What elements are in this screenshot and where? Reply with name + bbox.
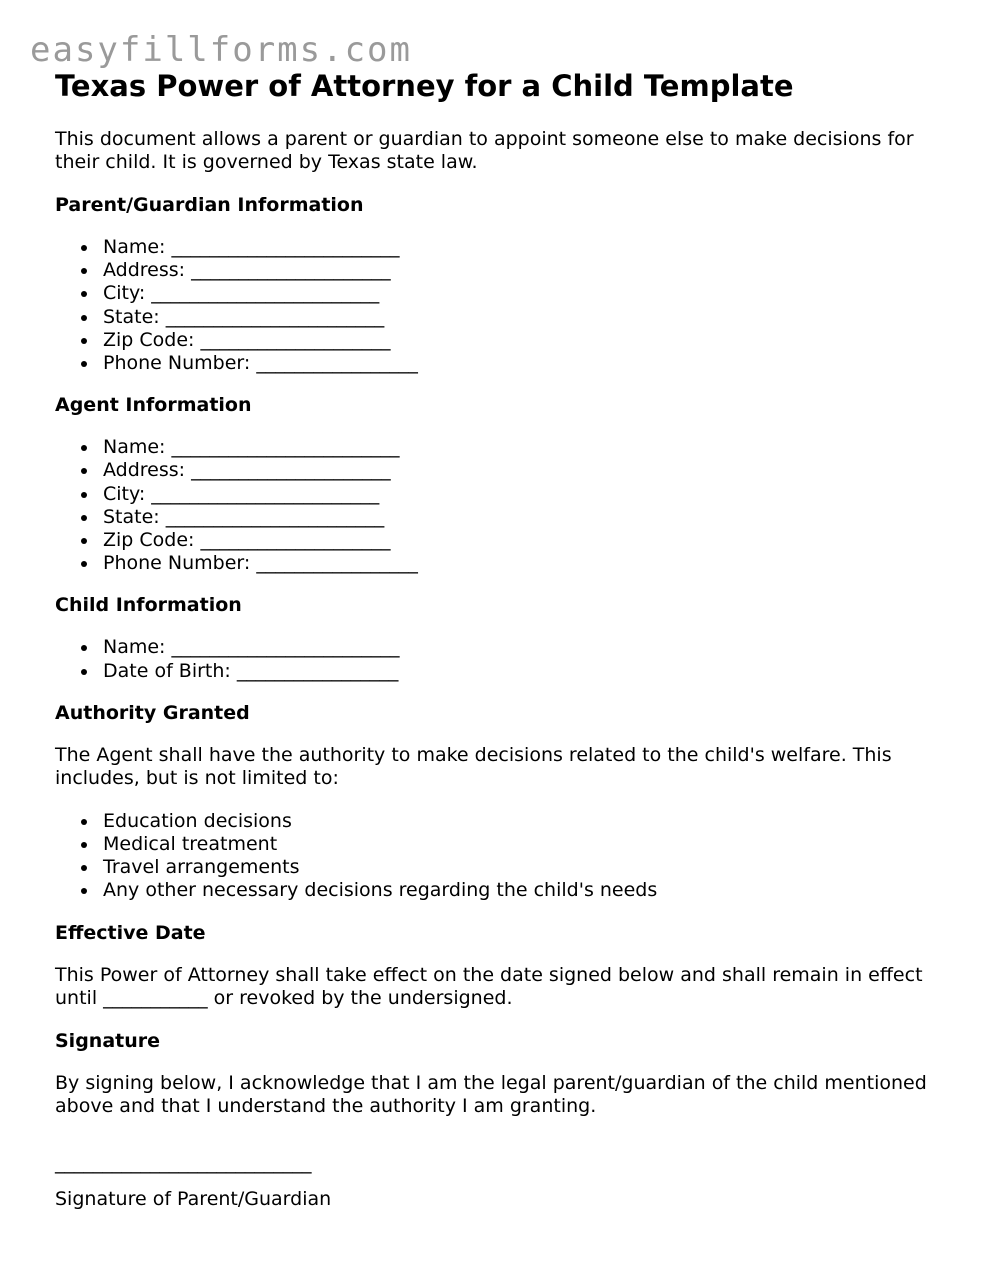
parent-city-field: City: ________________________ [103,282,955,305]
authority-item: Travel arrangements [103,856,955,879]
authority-heading: Authority Granted [55,701,250,724]
agent-city-field: City: ________________________ [103,483,955,506]
agent-state-field: State: _______________________ [103,506,955,529]
child-name-field: Name: ________________________ [103,636,955,659]
effective-date-heading: Effective Date [55,921,206,944]
document-title: Texas Power of Attorney for a Child Template [55,69,794,103]
authority-paragraph: The Agent shall have the authority to make decisions related to the child's welfare. This includes, but is not limited to: [55,743,892,789]
parent-guardian-heading: Parent/Guardian Information [55,194,364,216]
agent-fields [55,436,955,575]
parent-state-field: State: _______________________ [103,306,955,329]
parent-guardian-fields [55,236,955,375]
signature-line: ___________________________ [55,1151,312,1174]
watermark: easyfillforms.com [30,30,412,70]
signature-label: Signature of Parent/Guardian [55,1187,332,1210]
signature-paragraph: By signing below, I acknowledge that I am the legal parent/guardian of the child mentioned above and that I understand the authority I am granting. [55,1071,927,1117]
child-dob-field: Date of Birth: _________________ [103,660,955,683]
parent-address-field: Address: _____________________ [103,259,955,282]
agent-name-field: Name: ________________________ [103,436,955,459]
authority-list [55,810,955,903]
agent-phone-field: Phone Number: _________________ [103,552,955,575]
signature-heading: Signature [55,1029,161,1052]
parent-phone-field: Phone Number: _________________ [103,352,955,375]
document-body [55,66,955,1211]
parent-zip-field: Zip Code: ____________________ [103,329,955,352]
signature-block [55,1152,955,1211]
child-heading: Child Information [55,594,242,617]
authority-item: Medical treatment [103,833,955,856]
agent-zip-field: Zip Code: ____________________ [103,529,955,552]
agent-heading: Agent Information [55,394,252,417]
effective-date-paragraph: This Power of Attorney shall take effect on the date signed below and shall remain in effect until ___________ or revoked by the undersigned. [55,963,923,1009]
authority-item: Any other necessary decisions regarding the child's needs [103,879,955,902]
parent-name-field: Name: ________________________ [103,236,955,259]
authority-item: Education decisions [103,810,955,833]
child-fields [55,636,955,682]
agent-address-field: Address: _____________________ [103,459,955,482]
intro-paragraph: This document allows a parent or guardian to appoint someone else to make decisions for their child. It is governed by Texas state law. [55,128,914,173]
